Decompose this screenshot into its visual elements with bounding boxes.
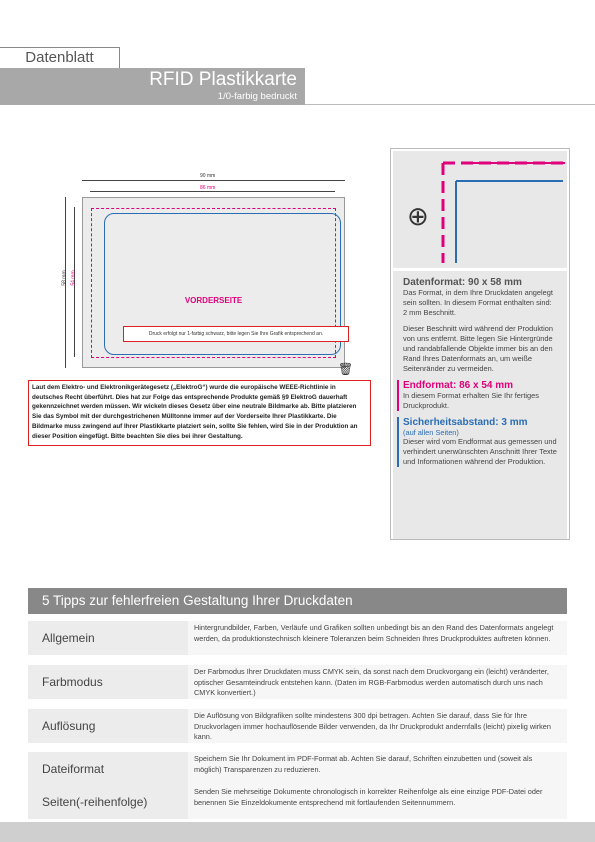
tip-text: Die Auflösung von Bildgrafiken sollte mindestens 300 dpi betragen. Achten Sie darauf, dass Sie für Ihre Druckvorlagen immer hochauflösende Bilder verwenden, da Ihr Druckprodukt andernfalls (leicht) pixelig wirken kann. bbox=[188, 709, 567, 743]
beschnitt-section bbox=[403, 324, 557, 374]
tip-text: Speichern Sie Ihr Dokument im PDF-Format ab. Achten Sie darauf, Schriften einzubetten und (soweit als möglich) Transparenzen zu reduzieren. bbox=[188, 752, 567, 786]
print-note-box: Druck erfolgt nur 1-farbig schwarz, bitte legen Sie Ihre Grafik entsprechend an. bbox=[123, 326, 349, 342]
header-rule bbox=[305, 104, 595, 105]
tip-text: Senden Sie mehrseitige Dokumente chronologisch in korrekter Reihenfolge als eine einzige PDF-Datei oder benennen Sie Einzeldokumente entsprechend mit fortlaufenden Seitennummern. bbox=[188, 785, 567, 819]
header-band bbox=[0, 68, 305, 105]
format-info bbox=[393, 271, 567, 539]
page-subtitle: 1/0-farbig bedruckt bbox=[217, 91, 297, 102]
card-figure bbox=[60, 175, 360, 380]
tip-row bbox=[28, 709, 567, 743]
dim-line-outer-width bbox=[82, 180, 345, 181]
magnifier-icon: ⊕ bbox=[407, 201, 429, 231]
sicherheit-section bbox=[397, 417, 557, 467]
tip-text: Hintergrundbilder, Farben, Verläufe und Grafiken sollten unbedingt bis an den Rand des Datenformats angelegt werden, da produktionstechnisch kleinere Toleranzen beim Schneiden Ihres Druckproduktes auftreten können. bbox=[188, 621, 567, 655]
datenformat-title: Datenformat: 90 x 58 mm bbox=[403, 277, 522, 288]
dim-line-inner-width bbox=[90, 191, 335, 192]
tip-row bbox=[28, 752, 567, 786]
tip-row bbox=[28, 665, 567, 699]
tip-label: Auflösung bbox=[28, 709, 188, 743]
header-tab: Datenblatt bbox=[0, 47, 120, 68]
sicherheit-title: Sicherheitsabstand: 3 mm bbox=[403, 417, 528, 428]
tip-row bbox=[28, 785, 567, 819]
tip-label: Dateiformat bbox=[28, 752, 188, 786]
datenformat-section bbox=[403, 277, 557, 318]
card-data-format bbox=[82, 197, 354, 376]
dim-label-inner-width: 86 mm bbox=[200, 185, 216, 191]
sicherheit-text: Dieser wird vom Endformat aus gemessen und verhindert unerwünschten Anschnitt Ihrer Texte und Informationen während der Produktion. bbox=[403, 437, 557, 466]
footer-band bbox=[0, 822, 595, 842]
sicherheit-sub: (auf allen Seiten) bbox=[403, 428, 459, 437]
tip-label: Seiten(-reihenfolge) bbox=[28, 785, 188, 819]
endformat-section bbox=[397, 380, 557, 411]
tip-row bbox=[28, 621, 567, 655]
tip-label: Allgemein bbox=[28, 621, 188, 655]
beschnitt-text: Dieser Beschnitt wird während der Produktion von uns entfernt. Bitte legen Sie Hintergründe und randabfallende Objekte immer bis an den Rand Ihres Datenformats an, um weiße Seitenränder zu vermeiden. bbox=[403, 324, 553, 373]
zoom-detail bbox=[393, 151, 567, 268]
dim-label-outer-width: 90 mm bbox=[200, 173, 216, 179]
crossed-bin-icon: 🗑 bbox=[338, 362, 354, 376]
format-info-panel bbox=[390, 148, 570, 540]
datenformat-text: Das Format, in dem Ihre Druckdaten angelegt sein sollten. In diesem Format enthalten sind: 2 mm Beschnitt. bbox=[403, 288, 553, 317]
dim-label-inner-height: 54 mm bbox=[70, 270, 77, 286]
tip-text: Der Farbmodus Ihrer Druckdaten muss CMYK sein, da sonst nach dem Druckvorgang ein (leicht) veränderter, optischer Gesamteindruck entstehen kann. (Daten im RGB-Farbmodus werden automatisch durch uns nach CMYK konvertiert.) bbox=[188, 665, 567, 699]
weee-notice: Laut dem Elektro- und Elektronikgerätegesetz („ElektroG“) wurde die europäische WEEE-Richtlinie in deutsches Recht überführt. Dies hat zur Folge das entsprechende Produkte gemäß §9 ElektroG dauerhaft gekennzeichnet werden müssen. Wir wickeln dieses Gesetz über eine neutrale Bildmarke ab. Bitte platzieren Sie das Symbol mit der durchgestrichenen Mülltonne immer auf der Vorderseite Ihrer Plastikkarte. Die Bildmarke muss zwingend auf Ihrer Plastikkarte platziert sein, sollte Sie fehlen, wird Sie in der Produktion an dieser Position eingefügt. Bitte beachten Sie dies bei ihrer Gestaltung. bbox=[28, 380, 371, 446]
tips-heading: 5 Tipps zur fehlerfreien Gestaltung Ihrer Druckdaten bbox=[28, 588, 567, 614]
endformat-text: In diesem Format erhalten Sie Ihr fertiges Druckprodukt. bbox=[403, 391, 539, 410]
dim-label-outer-height: 58 mm bbox=[61, 270, 68, 286]
tip-label: Farbmodus bbox=[28, 665, 188, 699]
side-label: VORDERSEITE bbox=[184, 296, 243, 305]
page-title: RFID Plastikkarte bbox=[149, 69, 297, 90]
endformat-title: Endformat: 86 x 54 mm bbox=[403, 380, 514, 391]
